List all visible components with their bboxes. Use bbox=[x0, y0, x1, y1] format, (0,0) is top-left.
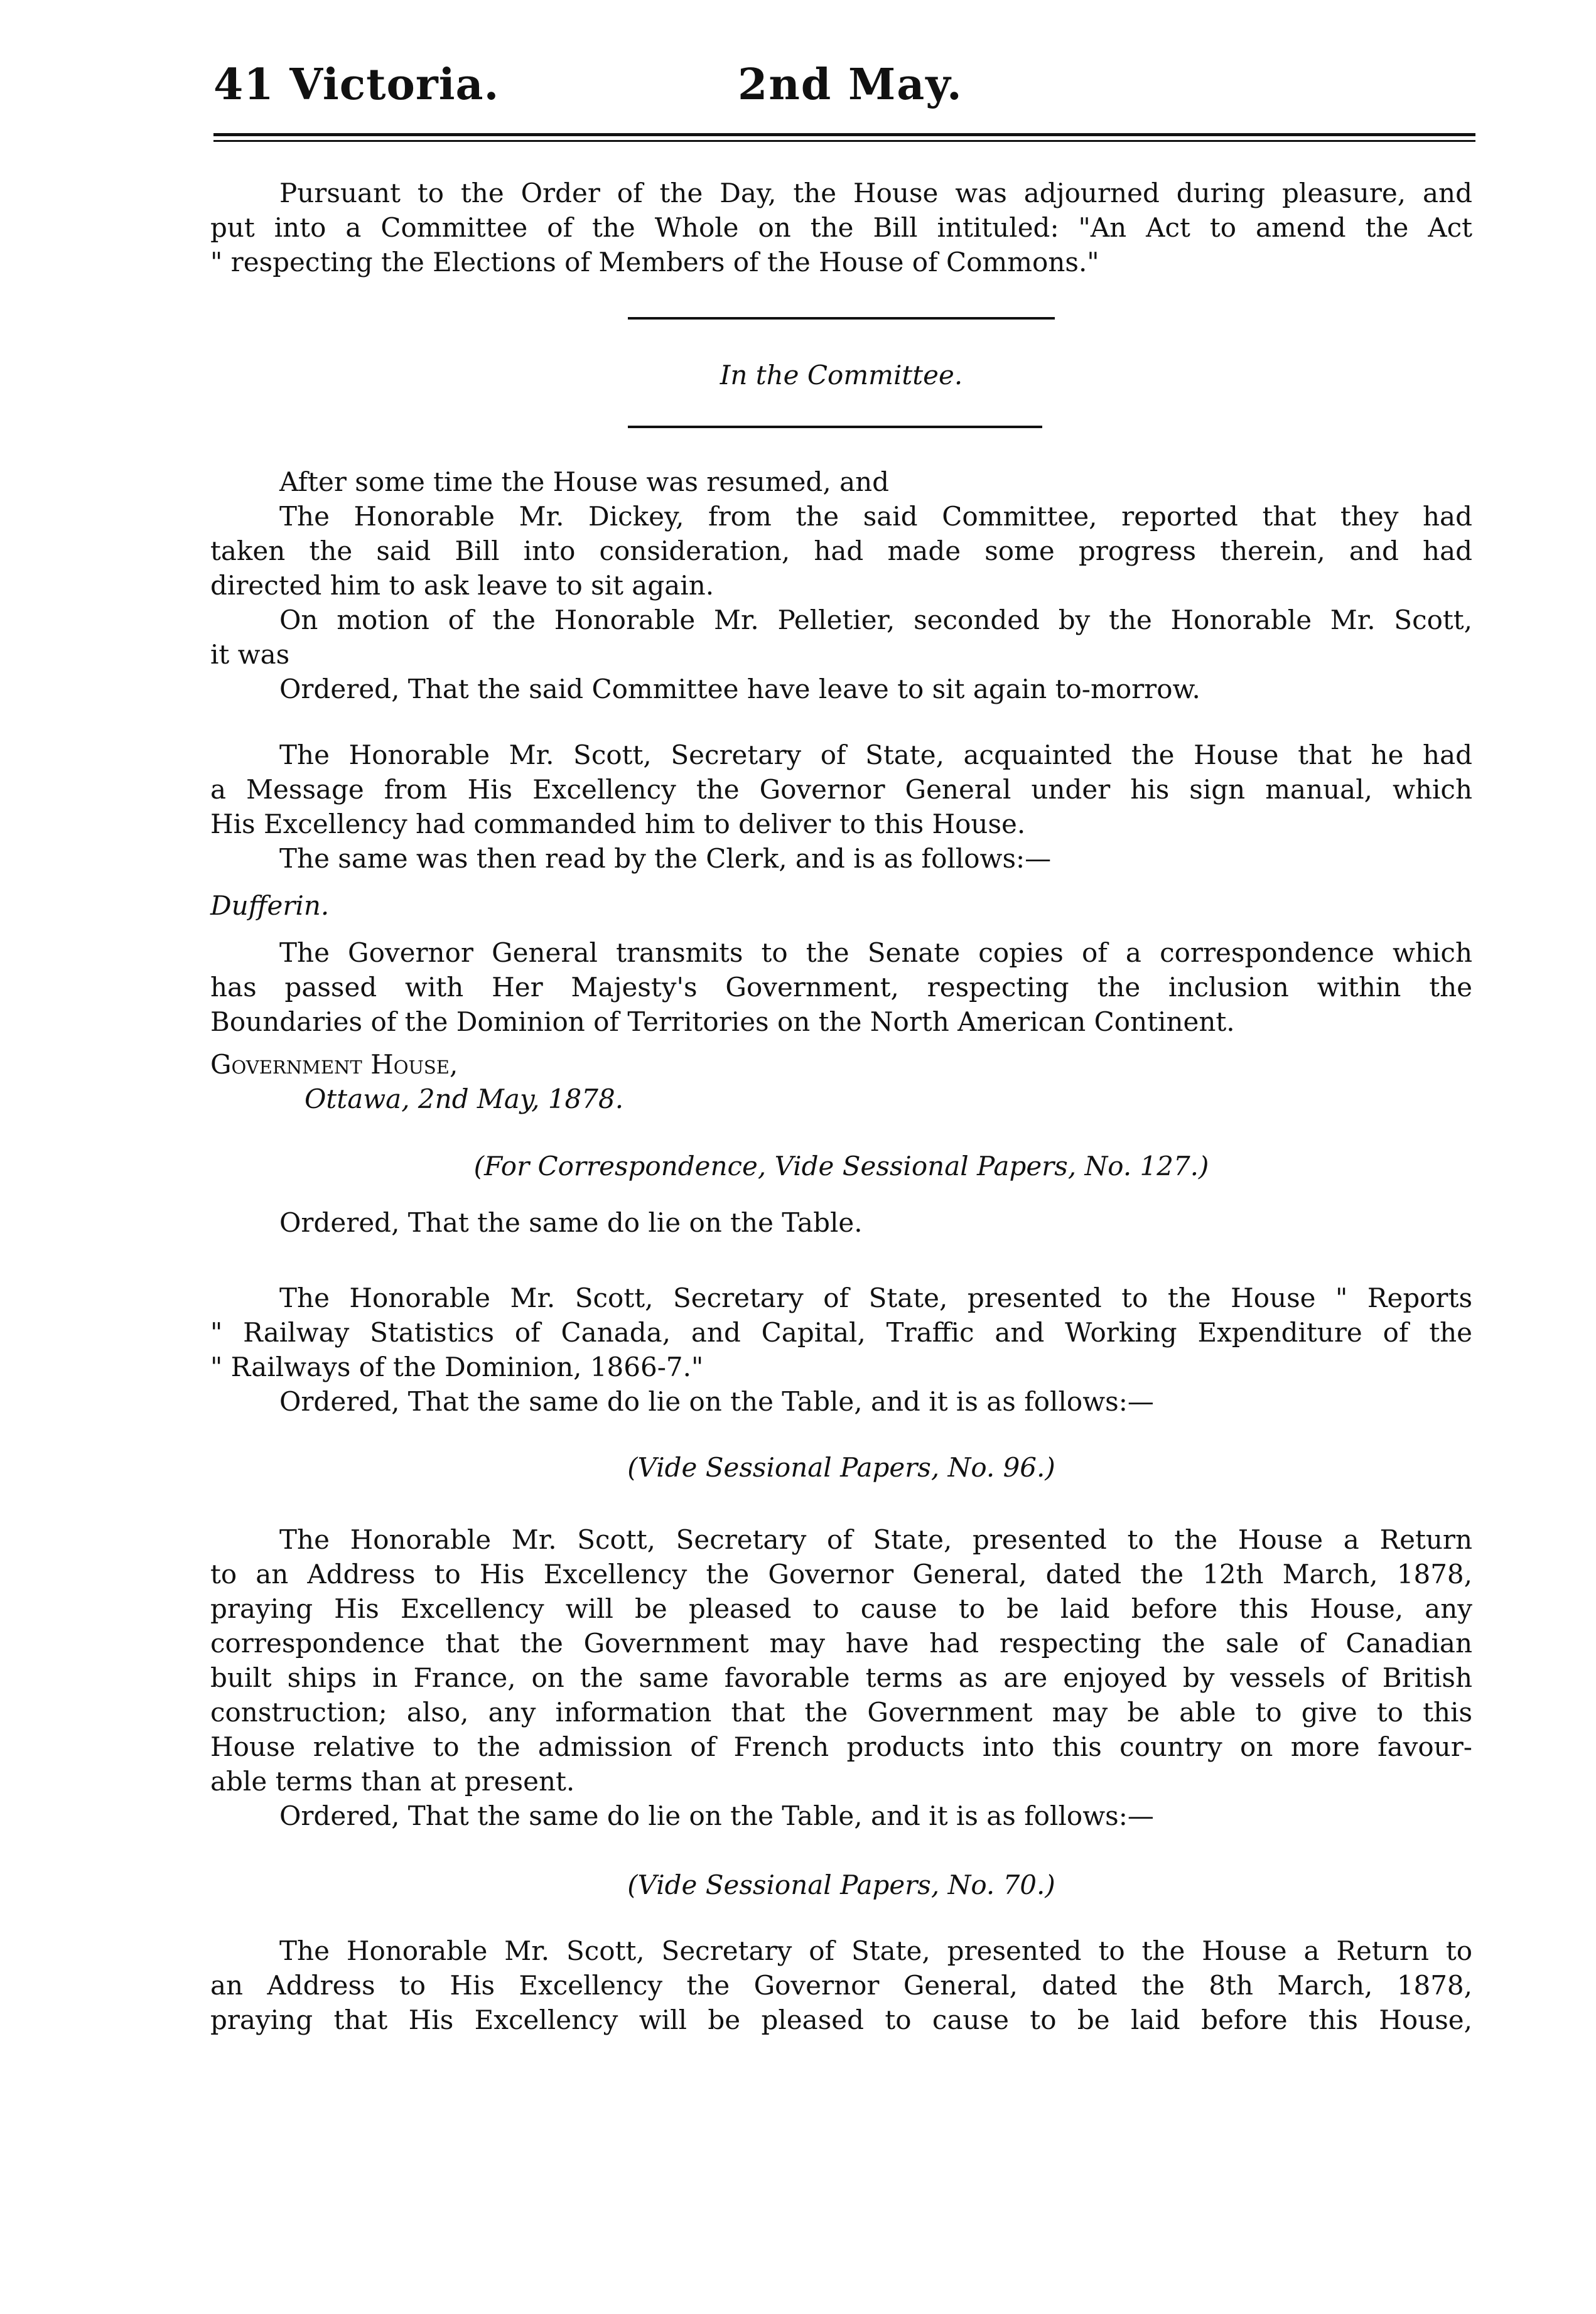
section-rule bbox=[628, 317, 1055, 320]
paragraph-committee-of-whole bbox=[210, 176, 1472, 279]
text-line: praying that His Excellency will be pleased to cause to be laid before this House, bbox=[210, 2005, 1472, 2035]
text-line: correspondence that the Government may have had respecting the sale of Canadian bbox=[210, 1628, 1472, 1659]
text-line: Ottawa, 2nd May, 1878. bbox=[305, 1084, 624, 1114]
text-line: directed him to ask leave to sit again. bbox=[210, 570, 714, 601]
text-line: taken the said Bill into consideration, had made some progress therein, and had bbox=[210, 535, 1472, 566]
text-line: Ordered, That the same do lie on the Table, and it is as follows:— bbox=[279, 1800, 1154, 1831]
text-line: The Honorable Mr. Scott, Secretary of State, acquainted the House that he had bbox=[279, 740, 1472, 770]
text-line: After some time the House was resumed, and bbox=[279, 466, 890, 497]
paragraph-return-8th-march bbox=[210, 1934, 1472, 2037]
text-line: On motion of the Honorable Mr. Pelletier, seconded by the Honorable Mr. Scott, bbox=[279, 605, 1472, 635]
text-line: to an Address to His Excellency the Governor General, dated the 12th March, 1878, bbox=[210, 1559, 1472, 1590]
text-line: " Railway Statistics of Canada, and Capital, Traffic and Working Expenditure of the bbox=[210, 1317, 1472, 1348]
government-house-line bbox=[210, 1047, 1472, 1116]
paragraph-railway-statistics bbox=[210, 1281, 1472, 1419]
text-line: Ordered, That the same do lie on the Table. bbox=[279, 1207, 863, 1238]
text-line: built ships in France, on the same favorable terms as are enjoyed by vessels of British bbox=[210, 1662, 1472, 1693]
running-header-date: 2nd May. bbox=[738, 60, 963, 110]
text-line: " Railways of the Dominion, 1866-7." bbox=[210, 1352, 704, 1382]
header-double-rule bbox=[213, 133, 1475, 142]
ordered-lie-on-table bbox=[210, 1205, 1472, 1240]
vide-sessional-papers-127: (For Correspondence, Vide Sessional Papers, No. 127.) bbox=[473, 1151, 1209, 1181]
vide-sessional-papers-70: (Vide Sessional Papers, No. 70.) bbox=[627, 1870, 1055, 1900]
text-line: Dufferin. bbox=[210, 890, 330, 921]
text-line: The same was then read by the Clerk, and is as follows:— bbox=[279, 843, 1052, 874]
text-line: The Honorable Mr. Scott, Secretary of State, presented to the House a Return to bbox=[279, 1935, 1472, 1966]
text-line: able terms than at present. bbox=[210, 1766, 575, 1797]
text-line: The Honorable Mr. Scott, Secretary of State, presented to the House a Return bbox=[279, 1524, 1472, 1555]
text-line: put into a Committee of the Whole on the Bill intituled: "An Act to amend the Act bbox=[210, 212, 1472, 243]
text-line: The Honorable Mr. Dickey, from the said Committee, reported that they had bbox=[279, 501, 1472, 532]
text-line: Ordered, That the same do lie on the Table, and it is as follows:— bbox=[279, 1386, 1154, 1417]
signature-dufferin bbox=[210, 888, 1472, 923]
text-line: a Message from His Excellency the Governor General under his sign manual, which bbox=[210, 774, 1472, 805]
vide-sessional-papers-96: (Vide Sessional Papers, No. 96.) bbox=[627, 1452, 1055, 1483]
section-rule bbox=[628, 426, 1042, 428]
paragraph-message bbox=[210, 738, 1472, 876]
text-line: His Excellency had commanded him to deliver to this House. bbox=[210, 809, 1026, 839]
text-line: Government House, bbox=[210, 1049, 458, 1080]
in-committee-heading: In the Committee. bbox=[720, 360, 963, 390]
running-header-session: 41 Victoria. bbox=[213, 60, 500, 110]
text-line: The Governor General transmits to the Senate copies of a correspondence which bbox=[279, 937, 1472, 968]
text-line: has passed with Her Majesty's Government, respecting the inclusion within the bbox=[210, 972, 1472, 1003]
text-line: praying His Excellency will be pleased to cause to be laid before this House, any bbox=[210, 1593, 1472, 1624]
text-line: Pursuant to the Order of the Day, the House was adjourned during pleasure, and bbox=[279, 178, 1472, 208]
text-line: The Honorable Mr. Scott, Secretary of State, presented to the House " Reports bbox=[279, 1283, 1472, 1313]
paragraph-governor-general bbox=[210, 935, 1472, 1039]
text-line: it was bbox=[210, 639, 290, 670]
text-line: House relative to the admission of French products into this country on more favour- bbox=[210, 1731, 1472, 1762]
text-line: an Address to His Excellency the Governor General, dated the 8th March, 1878, bbox=[210, 1970, 1472, 2001]
text-line: construction; also, any information that the Government may be able to give to this bbox=[210, 1697, 1472, 1728]
text-line: " respecting the Elections of Members of the House of Commons." bbox=[210, 247, 1099, 277]
text-line: Boundaries of the Dominion of Territories on the North American Continent. bbox=[210, 1006, 1235, 1037]
paragraph-committee-report bbox=[210, 465, 1472, 706]
paragraph-canadian-ships-return bbox=[210, 1522, 1472, 1833]
text-line: Ordered, That the said Committee have leave to sit again to-morrow. bbox=[279, 674, 1200, 704]
